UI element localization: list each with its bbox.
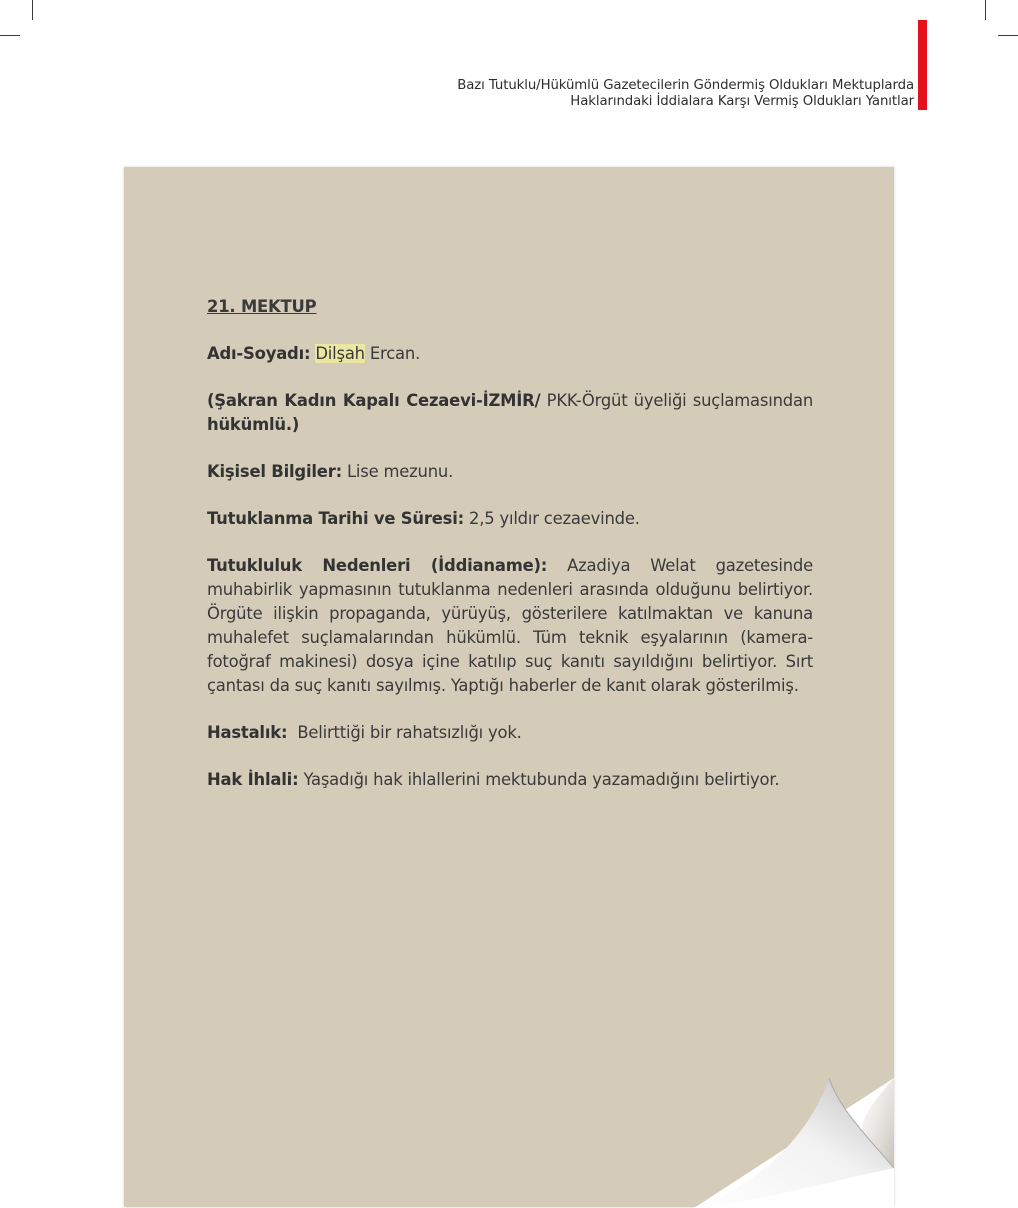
header-line-1: Bazı Tutuklu/Hükümlü Gazetecilerin Göndermiş Oldukları Mektuplarda: [457, 78, 914, 93]
highlighted-first-name: Dilşah: [315, 344, 365, 363]
personal-field: [207, 460, 813, 484]
name-label: Adı-Soyadı:: [207, 344, 311, 363]
reasons-text: Azadiya Welat gazetesinde muhabirlik yapmasının tutuklanma nedenleri arasında olduğunu belirtiyor. Örgüte ilişkin propaganda, yürüyüş, gösterilere katılmaktan ve kanuna muhalefet suçlamalarından hükümlü. Tüm teknik eşyalarının (kamera- fotoğraf makinesi) dosya içine katılıp suç kanıtı sayıldığını belirtiyor. Sırt çantası da suç kanıtı sayılmış. Yaptığı haberler de kanıt olarak gösterilmiş.: [207, 556, 813, 695]
header-line-2: Haklarındaki İddialara Karşı Vermiş Oldukları Yanıtlar: [570, 94, 914, 109]
rights-label: Hak İhlali:: [207, 770, 299, 789]
page-curl-icon: [694, 1078, 894, 1208]
crop-mark: [0, 35, 20, 36]
personal-text: Lise mezunu.: [341, 462, 454, 481]
rights-field: [207, 768, 813, 792]
reasons-field: [207, 554, 813, 698]
personal-label: Kişisel Bilgiler:: [207, 462, 342, 481]
letter-card: [124, 167, 894, 1207]
arrest-text: 2,5 yıldır cezaevinde.: [463, 509, 640, 528]
prison-end: hükümlü.): [207, 415, 300, 434]
crop-mark: [32, 0, 33, 20]
running-header: [457, 78, 914, 110]
letter-content: [207, 295, 813, 815]
rights-text: Yaşadığı hak ihlallerini mektubunda yazamadığını belirtiyor.: [298, 770, 780, 789]
prison-label: (Şakran Kadın Kapalı Cezaevi-İZMİR/: [207, 391, 541, 410]
name-field: [207, 342, 813, 366]
crop-mark: [985, 0, 986, 20]
illness-field: [207, 721, 813, 745]
illness-text: Belirttiği bir rahatsızlığı yok.: [287, 723, 522, 742]
reasons-label: Tutukluluk Nedenleri (İddianame):: [207, 556, 548, 575]
crop-mark: [998, 35, 1018, 36]
prison-field: [207, 389, 813, 437]
accent-tab: [918, 20, 927, 110]
letter-title: 21. MEKTUP: [207, 297, 317, 316]
arrest-field: [207, 507, 813, 531]
name-rest: Ercan.: [364, 344, 421, 363]
illness-label: Hastalık:: [207, 723, 288, 742]
prison-text: PKK-Örgüt üyeliği suçlamasından: [540, 391, 814, 410]
arrest-label: Tutuklanma Tarihi ve Süresi:: [207, 509, 464, 528]
